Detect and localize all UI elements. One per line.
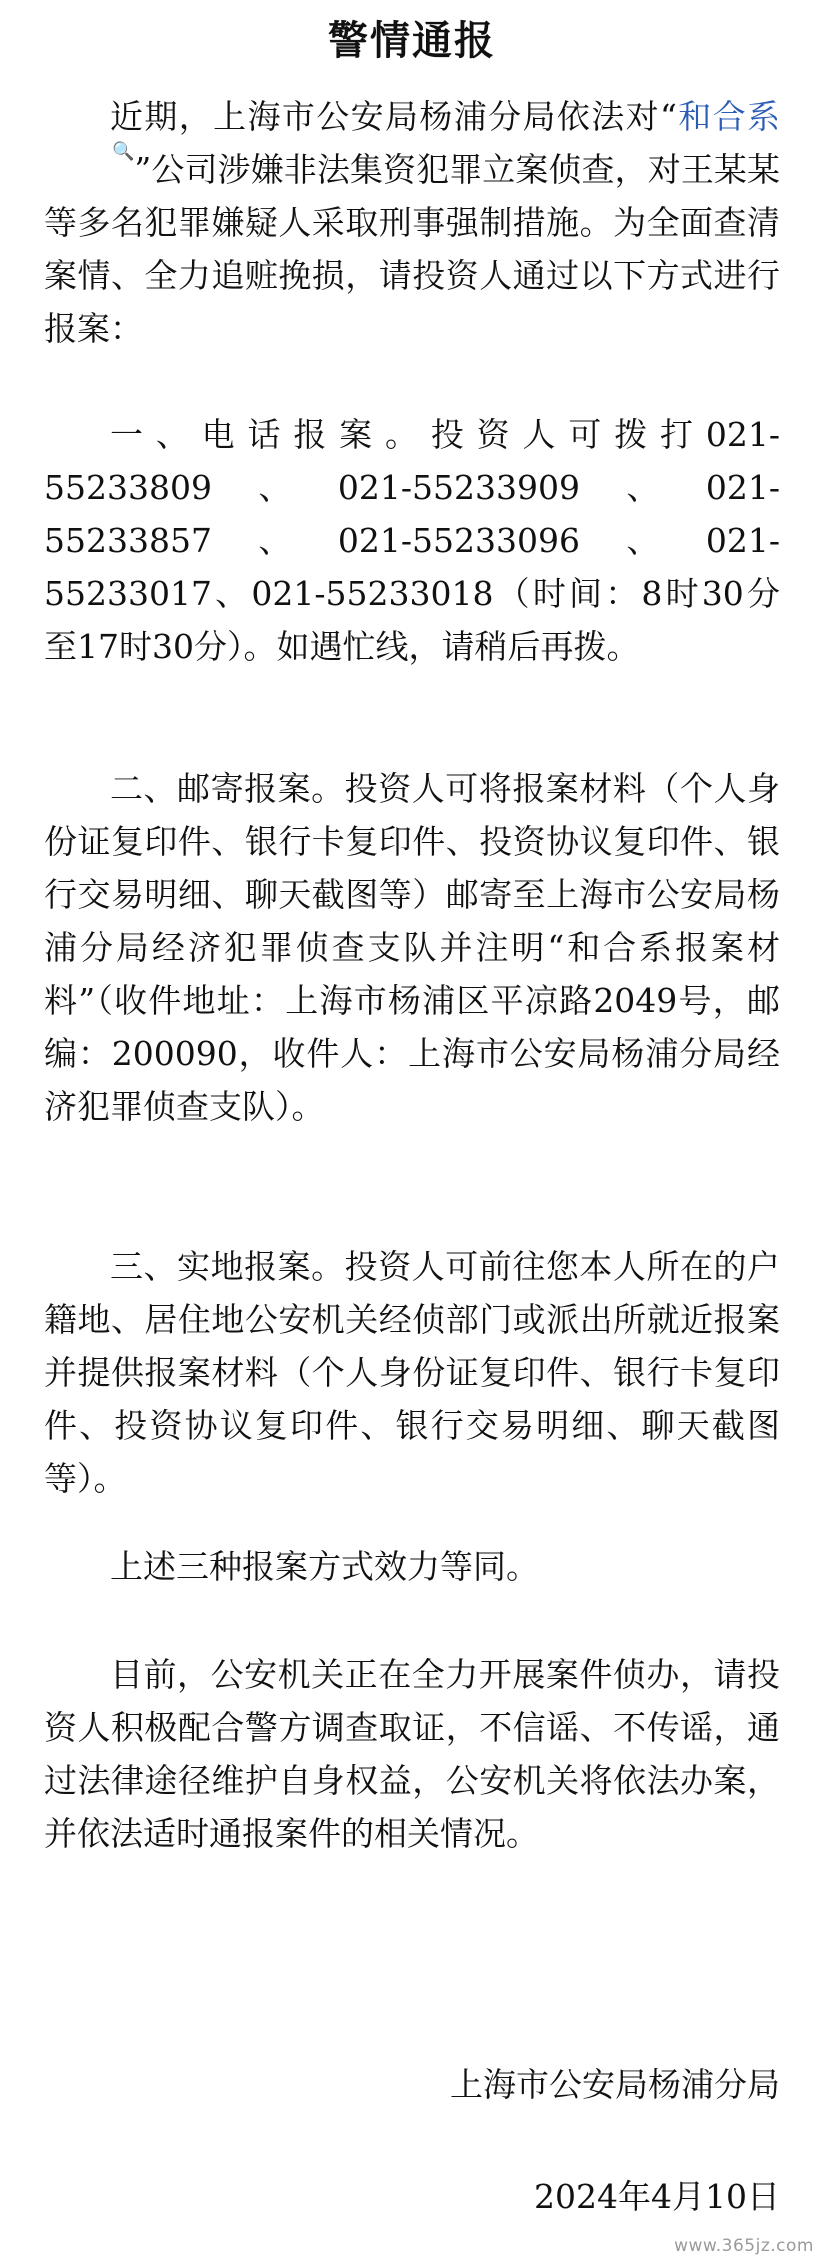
intro-text-before: 近期，上海市公安局杨浦分局依法对“ — [110, 97, 677, 136]
intro-paragraph — [44, 90, 780, 355]
signature-org: 上海市公安局杨浦分局 — [450, 2065, 780, 2104]
onsite-report-paragraph: 三、实地报案。投资人可前往您本人所在的户籍地、居住地公安机关经侦部门或派出所就近报案并提供报案材料（个人身份证复印件、银行卡复印件、投资协议复印件、银行交易明细、聊天截图等）。 — [44, 1247, 780, 1498]
phone-report-paragraph: 一、电话报案。投资人可拨打021-55233809、021-55233909、021-55233857、021-55233096、021-55233017、021-55233018（时间：8时30分至17时30分）。如遇忙线，请稍后再拨。 — [44, 415, 780, 666]
search-icon[interactable]: 🔍 — [112, 141, 135, 162]
notice-title: 警情通报 — [328, 18, 496, 64]
closing-paragraph: 目前，公安机关正在全力开展案件侦办，请投资人积极配合警方调查取证，不信谣、不传谣，通过法律途径维护自身权益，公安机关将依法办案，并依法适时通报案件的相关情况。 — [44, 1655, 780, 1853]
intro-text-after: ”公司涉嫌非法集资犯罪立案侦查，对王某某等多名犯罪嫌疑人采取刑事强制措施。为全面查清案情、全力追赃挽损，请投资人通过以下方式进行报案： — [44, 150, 780, 348]
mail-report-paragraph: 二、邮寄报案。投资人可将报案材料（个人身份证复印件、银行卡复印件、投资协议复印件、银行交易明细、聊天截图等）邮寄至上海市公安局杨浦分局经济犯罪侦查支队并注明“和合系报案材料”（收件地址：上海市杨浦区平凉路2049号，邮编：200090，收件人：上海市公安局杨浦分局经济犯罪侦查支队）。 — [44, 769, 780, 1126]
signature-date: 2024年4月10日 — [534, 2177, 780, 2216]
site-watermark: www.365jz.com — [674, 2236, 814, 2256]
equal-validity-paragraph: 上述三种报案方式效力等同。 — [110, 1547, 539, 1586]
company-link[interactable]: 和合系 — [676, 97, 780, 136]
